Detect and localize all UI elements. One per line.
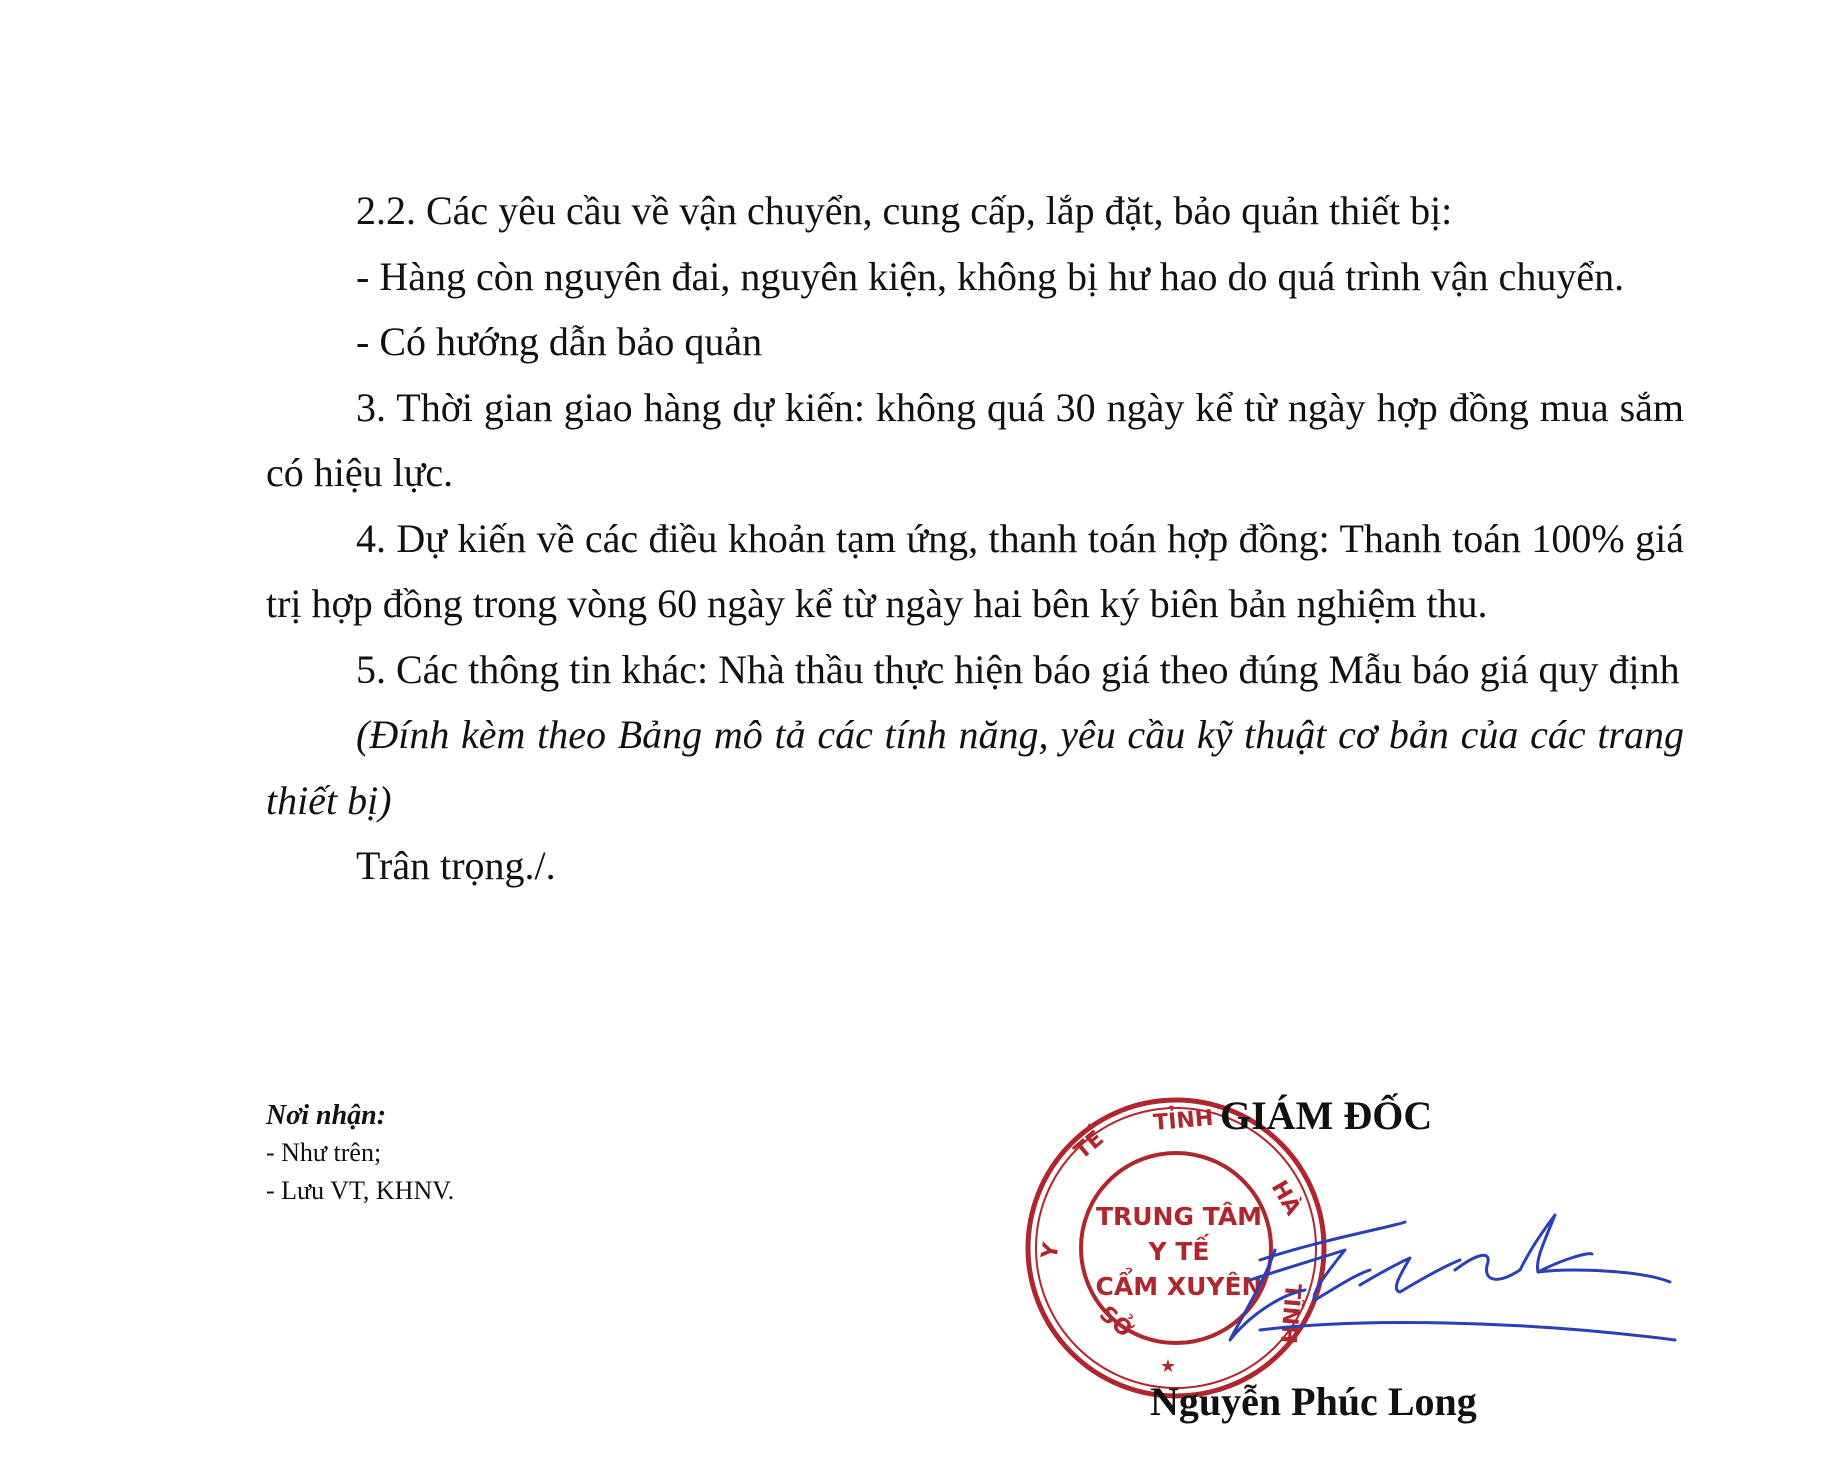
recipient-item: - Như trên; — [266, 1138, 382, 1167]
paragraph-goods-condition: - Hàng còn nguyên đai, nguyên kiện, không bị hư hao do quá trình vận chuyển. — [356, 253, 1625, 299]
recipients-heading: Nơi nhận: — [266, 1100, 387, 1131]
svg-text:★: ★ — [1159, 1356, 1177, 1377]
svg-text:TRUNG TÂM: TRUNG TÂM — [1095, 1202, 1263, 1231]
paragraph-delivery-time: 3. Thời gian giao hàng dự kiến: không quá 30 ngày kể từ ngày hợp đồng mua sắm có hiệu lực. — [266, 384, 1684, 495]
signer-name: Nguyễn Phúc Long — [1150, 1379, 1477, 1424]
letter-body — [266, 178, 1684, 899]
handwritten-signature — [1220, 1200, 1680, 1370]
svg-text:Y TẾ: Y TẾ — [1148, 1237, 1210, 1266]
recipient-item: - Lưu VT, KHNV. — [266, 1176, 455, 1205]
svg-text:TẾ: TẾ — [1069, 1126, 1109, 1165]
svg-text:TĨNH: TĨNH — [1274, 1282, 1305, 1345]
paragraph-storage-guide: - Có hướng dẫn bảo quản — [356, 319, 763, 364]
svg-text:Y: Y — [1037, 1241, 1065, 1262]
signer-position: GIÁM ĐỐC — [1220, 1093, 1433, 1138]
svg-text:TỈNH: TỈNH — [1152, 1105, 1215, 1136]
svg-text:CẨM XUYÊN: CẨM XUYÊN — [1095, 1272, 1263, 1301]
recipients-block — [266, 1098, 454, 1210]
svg-text:SỞ: SỞ — [1094, 1301, 1138, 1344]
paragraph-attachment-note: (Đính kèm theo Bảng mô tả các tính năng, yêu cầu kỹ thuật cơ bản của các trang thiết bị) — [266, 712, 1684, 823]
paragraph-other-info: 5. Các thông tin khác: Nhà thầu thực hiện báo giá theo đúng Mẫu báo giá quy định — [356, 646, 1680, 692]
paragraph-payment-terms: 4. Dự kiến về các điều khoản tạm ứng, thanh toán hợp đồng: Thanh toán 100% giá trị hợp đồng trong vòng 60 ngày kể từ ngày hai bên ký biên bản nghiệm thu. — [266, 515, 1684, 626]
paragraph-transport-requirements: 2.2. Các yêu cầu về vận chuyển, cung cấp, lắp đặt, bảo quản thiết bị: — [356, 188, 1453, 233]
svg-text:HÀ: HÀ — [1265, 1176, 1306, 1220]
closing-regards: Trân trọng./. — [356, 843, 556, 888]
